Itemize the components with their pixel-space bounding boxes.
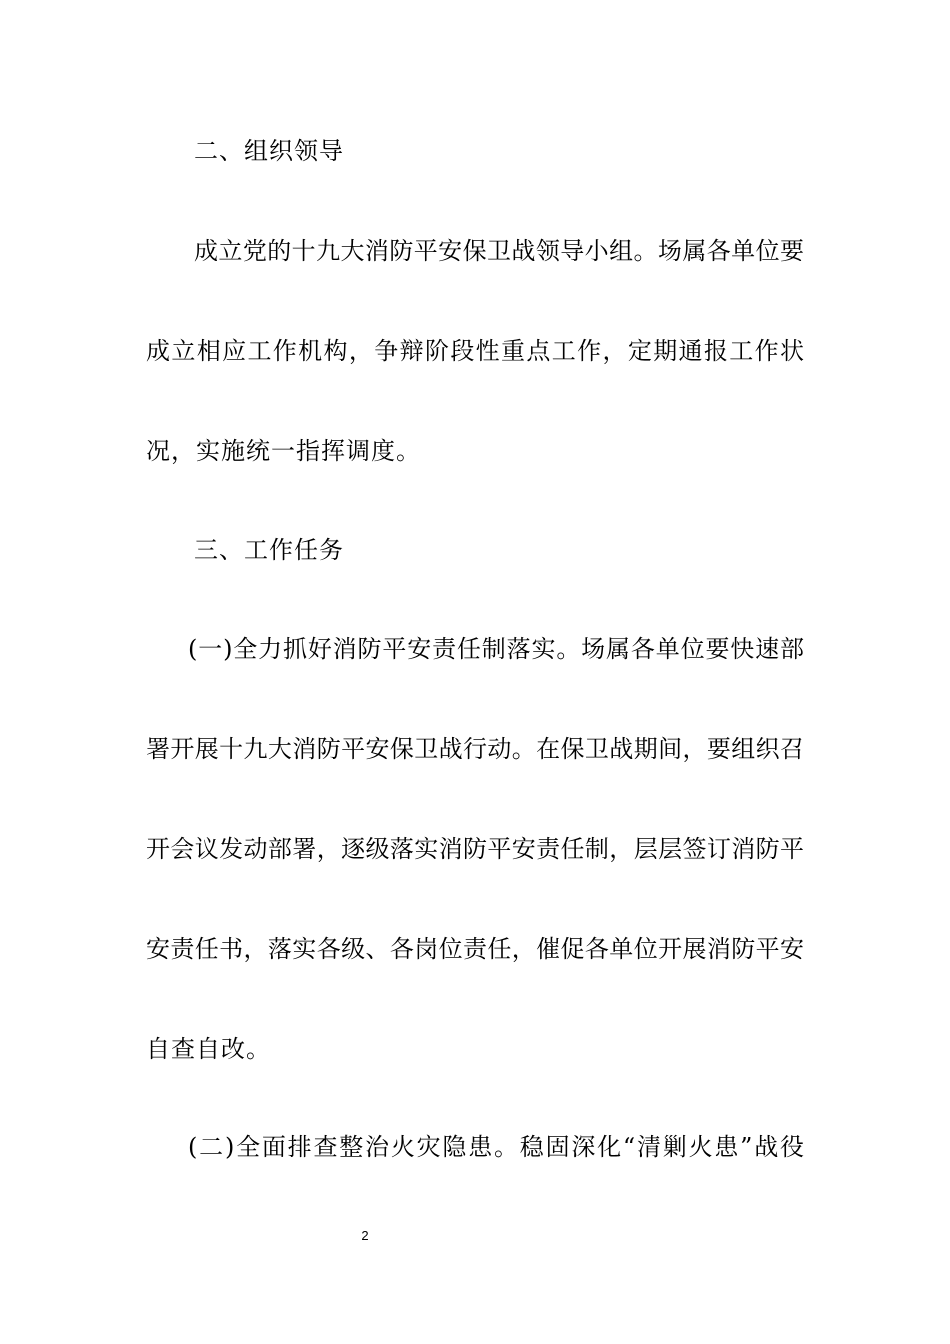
paragraph-line: 成立相应工作机构，争辩阶段性重点工作，定期通报工作状 xyxy=(146,337,804,365)
heading-organization-leadership: 二、组织领导 xyxy=(194,137,344,165)
paragraph-line: 安责任书，落实各级、各岗位责任，催促各单位开展消防平安 xyxy=(146,935,804,963)
paragraph-line: 况，实施统一指挥调度。 xyxy=(146,437,421,465)
paragraph-line: (二)全面排查整治火灾隐患。稳固深化“清剿火患”战役 xyxy=(188,1133,804,1161)
paragraph-line: (一)全力抓好消防平安责任制落实。场属各单位要快速部 xyxy=(188,635,804,663)
paragraph-line: 成立党的十九大消防平安保卫战领导小组。场属各单位要 xyxy=(194,237,804,265)
heading-work-tasks: 三、工作任务 xyxy=(194,536,344,564)
paragraph-line: 署开展十九大消防平安保卫战行动。在保卫战期间，要组织召 xyxy=(146,735,804,763)
paragraph-line: 自查自改。 xyxy=(146,1035,271,1063)
paragraph-line: 开会议发动部署，逐级落实消防平安责任制，层层签订消防平 xyxy=(146,835,804,863)
page-number: 2 xyxy=(361,1228,369,1243)
